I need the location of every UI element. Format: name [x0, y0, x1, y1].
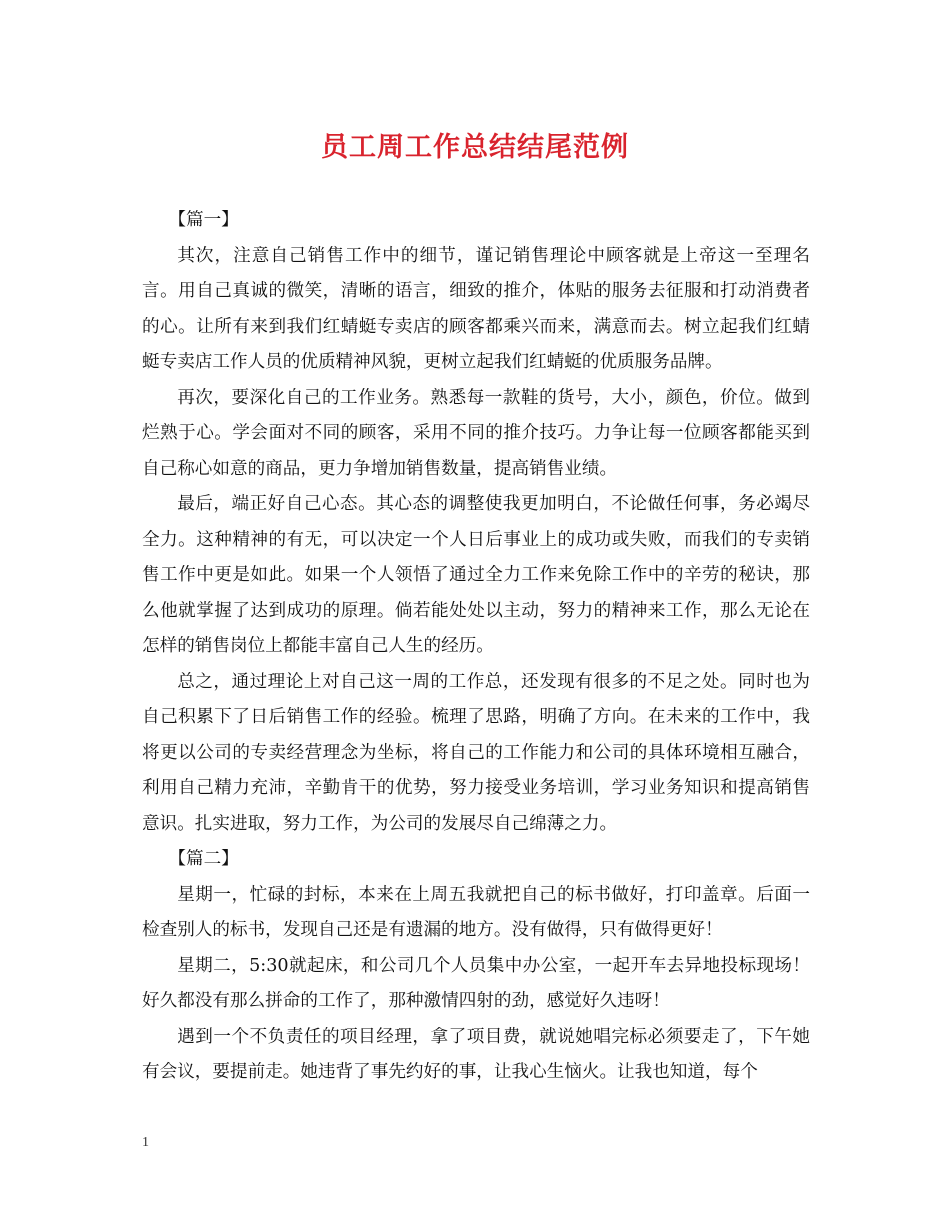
page-title: 员工周工作总结结尾范例	[321, 132, 629, 163]
section-heading-1: 【篇一】	[168, 210, 239, 230]
section-heading-2: 【篇二】	[168, 849, 239, 869]
paragraph: 星期一，忙碌的封标，本来在上周五我就把自己的标书做好，打印盖章。后面一检查别人的标书，发现自己还是有遗漏的地方。没有做得，只有做得更好！	[142, 884, 810, 940]
document-body	[142, 203, 810, 1091]
paragraph: 最后，端正好自己心态。其心态的调整使我更加明白，不论做任何事，务必竭尽全力。这种精神的有无，可以决定一个人日后事业上的成功或失败，而我们的专卖销售工作中更是如此。如果一个人领悟了通过全力工作来免除工作中的辛劳的秘诀，那么他就掌握了达到成功的原理。倘若能处处以主动，努力的精神来工作，那么无论在怎样的销售岗位上都能丰富自己人生的经历。	[142, 494, 810, 656]
paragraph: 星期二，5:30就起床，和公司几个人员集中办公室，一起开车去异地投标现场！好久都没有那么拼命的工作了，那种激情四射的劲，感觉好久违呀！	[142, 955, 810, 1011]
paragraph: 其次，注意自己销售工作中的细节，谨记销售理论中顾客就是上帝这一至理名言。用自己真诚的微笑，清晰的语言，细致的推介，体贴的服务去征服和打动消费者的心。让所有来到我们红蜻蜓专卖店的顾客都乘兴而来，满意而去。树立起我们红蜻蜓专卖店工作人员的优质精神风貌，更树立起我们红蜻蜓的优质服务品牌。	[142, 245, 810, 372]
paragraph: 再次，要深化自己的工作业务。熟悉每一款鞋的货号，大小，颜色，价位。做到烂熟于心。学会面对不同的顾客，采用不同的推介技巧。力争让每一位顾客都能买到自己称心如意的商品，更力争增加销售数量，提高销售业绩。	[142, 387, 810, 479]
paragraph: 总之，通过理论上对自己这一周的工作总，还发现有很多的不足之处。同时也为自己积累下了日后销售工作的经验。梳理了思路，明确了方向。在未来的工作中，我将更以公司的专卖经营理念为坐标，将自己的工作能力和公司的具体环境相互融合，利用自己精力充沛，辛勤肯干的优势，努力接受业务培训，学习业务知识和提高销售意识。扎实进取，努力工作，为公司的发展尽自己绵薄之力。	[142, 671, 810, 834]
paragraph: 遇到一个不负责任的项目经理，拿了项目费，就说她唱完标必须要走了，下午她有会议，要提前走。她违背了事先约好的事，让我心生恼火。让我也知道，每个	[142, 1026, 810, 1082]
page-number: 1	[142, 1135, 149, 1150]
